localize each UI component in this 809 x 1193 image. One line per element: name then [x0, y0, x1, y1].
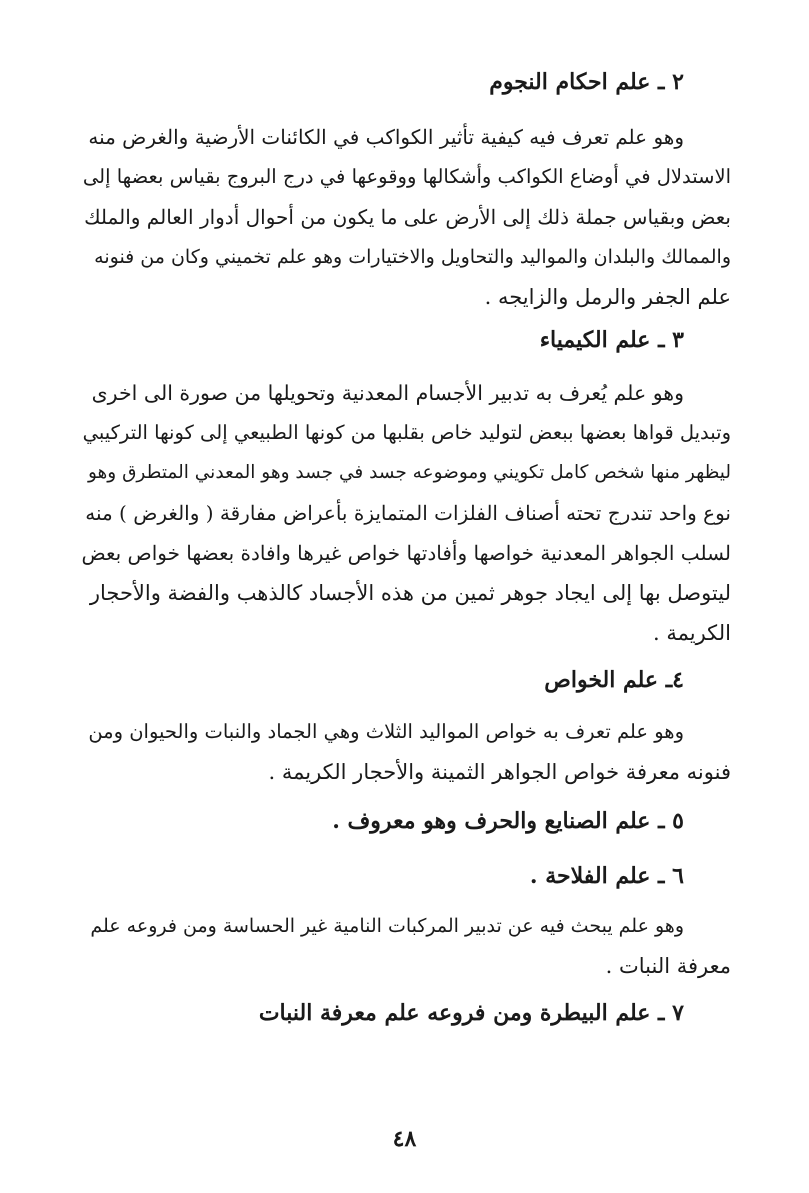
section-heading-properties: ٤ـ علم الخواص: [544, 667, 684, 693]
paragraph-line: وتبديل قواها بعضها ببعض لتوليد خاص بقلبها من كونها الطبيعي إلى كونها التركيبي: [82, 421, 731, 444]
section-heading-astrology: ٢ ـ علم احكام النجوم: [489, 69, 684, 95]
paragraph-agriculture: [78, 906, 731, 986]
page-number: ٤٨: [392, 1126, 417, 1152]
paragraph-line: الاستدلال في أوضاع الكواكب وأشكالها ووقوعها في درج البروج بقياس بعضها إلى: [82, 165, 731, 188]
paragraph-line: وهو علم يُعرف به تدبير الأجسام المعدنية وتحويلها من صورة الى اخرى: [91, 381, 684, 405]
paragraph-line: ليتوصل بها إلى ايجاد جوهر ثمين من هذه الأجساد كالذهب والفضة والأحجار: [89, 581, 731, 605]
paragraph-astrology: [78, 117, 731, 317]
paragraph-properties: [78, 712, 731, 792]
paragraph-alchemy: [78, 373, 731, 653]
paragraph-line: وهو علم يبحث فيه عن تدبير المركبات النامية غير الحساسة ومن فروعه علم: [90, 915, 684, 937]
paragraph-line: وهو علم تعرف فيه كيفية تأثير الكواكب في الكائنات الأرضية والغرض منه: [88, 125, 684, 149]
section-heading-veterinary: ٧ ـ علم البيطرة ومن فروعه علم معرفة النبات: [258, 1000, 684, 1026]
paragraph-line: بعض وبقياس جملة ذلك إلى الأرض على ما يكون من أحوال أدوار العالم والملك: [84, 205, 731, 229]
paragraph-line: علم الجفر والرمل والزايجه .: [484, 285, 731, 309]
paragraph-line: الكريمة .: [652, 621, 731, 645]
section-heading-alchemy: ٣ ـ علم الكيمياء: [539, 327, 684, 353]
paragraph-line: نوع واحد تندرج تحته أصناف الفلزات المتمايزة بأعراض مفارقة ( والغرض ) منه: [85, 501, 731, 525]
paragraph-line: ليظهر منها شخص كامل تكويني وموضوعه جسد في جسد وهو المعدني المتطرق وهو: [87, 462, 731, 483]
section-heading-agriculture: ٦ ـ علم الفلاحة .: [529, 863, 684, 889]
paragraph-line: فنونه معرفة خواص الجواهر الثمينة والأحجار الكريمة .: [268, 760, 731, 784]
paragraph-line: والممالك والبلدان والمواليد والتحاويل والاختيارات وهو علم تخميني وكان من فنونه: [94, 246, 731, 268]
paragraph-line: وهو علم تعرف به خواص المواليد الثلاث وهي الجماد والنبات والحيوان ومن: [88, 720, 684, 743]
paragraph-line: لسلب الجواهر المعدنية خواصها وأفادتها خواص غيرها وافادة بعضها خواص بعض: [81, 541, 731, 565]
section-heading-crafts: ٥ ـ علم الصنايع والحرف وهو معروف .: [332, 808, 684, 834]
paragraph-line: معرفة النبات .: [605, 954, 731, 978]
